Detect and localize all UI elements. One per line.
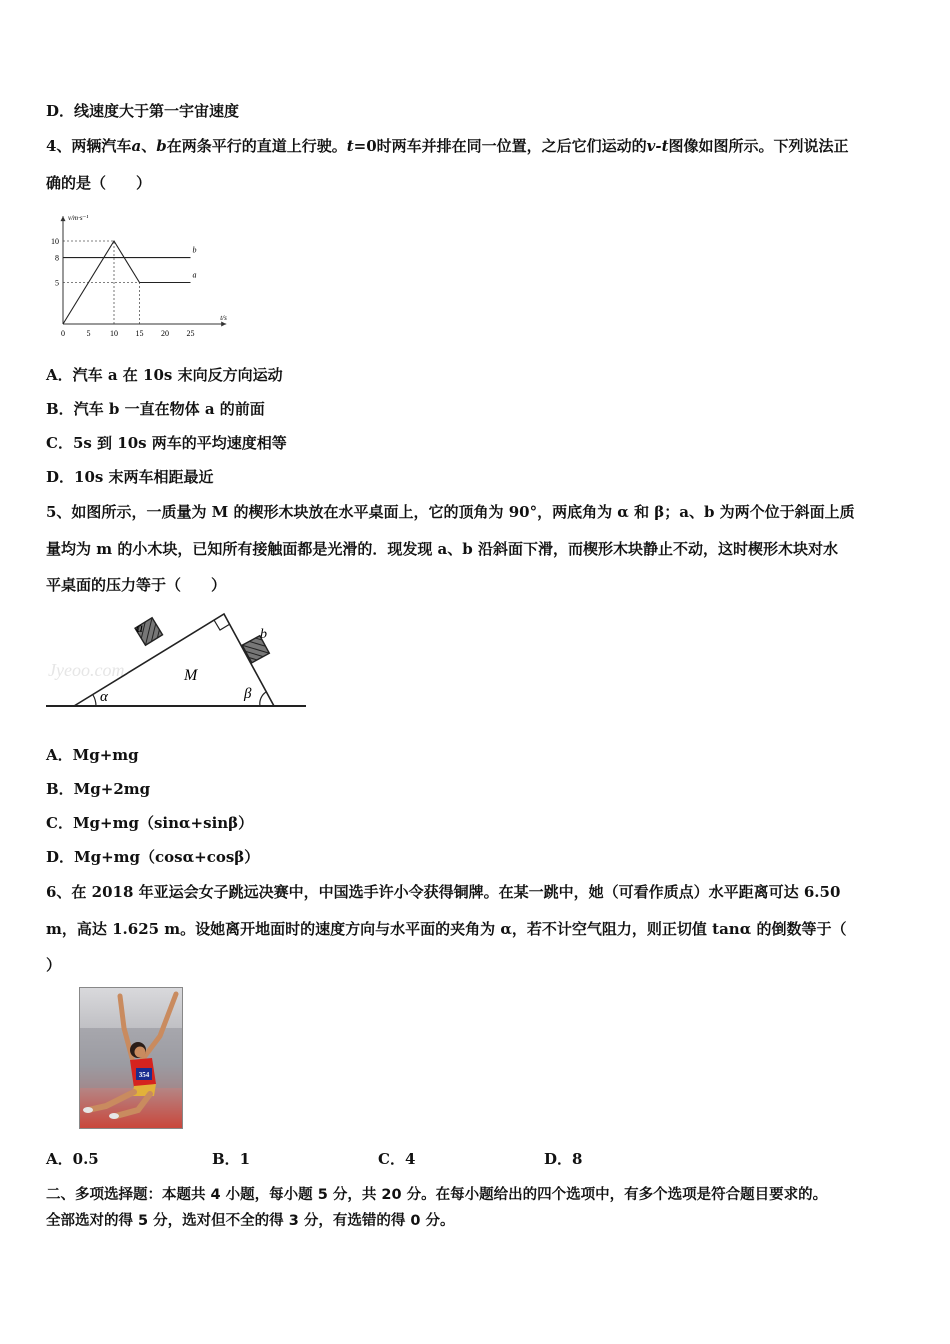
q5-stem-line2: 量均为 m 的小木块，已知所有接触面都是光滑的．现发现 a、b 沿斜面下滑，而楔形木块静止不动，这时楔形木块对水 bbox=[46, 540, 838, 558]
watermark: Jyeoo.com bbox=[48, 660, 125, 680]
series-line-a bbox=[63, 241, 191, 324]
y-tick-label: 10 bbox=[51, 237, 59, 246]
q5-option-d: D．Mg+mg（cosα+cosβ） bbox=[46, 848, 260, 866]
wedge-figure bbox=[44, 610, 309, 715]
q5-stem-line3: 平桌面的压力等于（ ） bbox=[46, 576, 227, 594]
label-M: M bbox=[184, 667, 198, 684]
chart-series bbox=[63, 241, 191, 324]
q3-option-d: D．线速度大于第一宇宙速度 bbox=[46, 102, 240, 120]
label-b: b bbox=[260, 627, 267, 642]
y-axis-arrow bbox=[61, 216, 66, 221]
x-axis-label: t/s bbox=[220, 314, 227, 322]
label-a: a bbox=[136, 621, 143, 636]
q5-option-a: A．Mg+mg bbox=[46, 746, 139, 764]
y-axis-label: v/m·s⁻¹ bbox=[68, 214, 89, 223]
y-tick-label: 5 bbox=[55, 278, 59, 288]
q6-stem-line1: 6、在 2018 年亚运会女子跳远决赛中，中国选手许小令获得铜牌。在某一跳中，她（可看作质点）水平距离可达 6.50 bbox=[46, 883, 841, 901]
q4-stem-line1: 4、两辆汽车a、b在两条平行的直道上行驶。t=0时两车并排在同一位置，之后它们运动的v-t图像如图所示。下列说法正 bbox=[46, 137, 849, 155]
chart-axes bbox=[61, 216, 227, 326]
chart-guides bbox=[63, 241, 140, 324]
q4-option-d: D．10s 末两车相距最近 bbox=[46, 468, 214, 486]
q6-stem-line2: m，高达 1.625 m。设她离开地面时的速度方向与水平面的夹角为 α，若不计空气阻力，则正切值 tanα 的倒数等于（ bbox=[46, 920, 847, 938]
q6-option-b: B．1 bbox=[212, 1150, 251, 1168]
y-tick-label: 8 bbox=[55, 253, 59, 263]
q6-options bbox=[46, 1148, 582, 1169]
athlete-illustration bbox=[80, 988, 182, 1128]
chart-labels bbox=[51, 214, 227, 338]
q4-option-b: B．汽车 b 一直在物体 a 的前面 bbox=[46, 400, 265, 418]
bib-number: 354 bbox=[138, 1071, 150, 1079]
x-tick-label: 20 bbox=[161, 329, 169, 338]
q4-stem-line2: 确的是（ ） bbox=[46, 174, 152, 192]
section2-line2: 全部选对的得 5 分，选对但不全的得 3 分，有选错的得 0 分。 bbox=[46, 1213, 455, 1229]
x-tick-label: 5 bbox=[86, 329, 91, 338]
alpha-arc bbox=[93, 695, 96, 706]
q6-stem-line3: ） bbox=[46, 956, 62, 974]
long-jump-photo bbox=[79, 987, 183, 1129]
section2-line1: 二、多项选择题：本题共 4 小题，每小题 5 分，共 20 分。在每小题给出的四个选项中，有多个选项是符合题目要求的。 bbox=[46, 1187, 828, 1203]
q4-option-c: C．5s 到 10s 两车的平均速度相等 bbox=[46, 434, 287, 452]
label-beta: β bbox=[244, 686, 252, 702]
x-tick-label: 0 bbox=[61, 329, 65, 338]
q6-option-a: A．0.5 bbox=[46, 1150, 99, 1168]
series-label-b: b bbox=[192, 245, 197, 255]
x-axis-arrow bbox=[221, 322, 226, 327]
q4-option-a: A．汽车 a 在 10s 末向反方向运动 bbox=[46, 366, 283, 384]
beta-arc bbox=[260, 692, 266, 706]
q6-option-c: C．4 bbox=[378, 1150, 416, 1168]
q5-stem-line1: 5、如图所示，一质量为 M 的楔形木块放在水平桌面上，它的顶角为 90°，两底角为 α 和 β；a、b 为两个位于斜面上质 bbox=[46, 503, 855, 521]
label-alpha: α bbox=[100, 689, 108, 705]
series-label-a: a bbox=[192, 270, 197, 280]
q6-option-d: D．8 bbox=[544, 1150, 583, 1168]
x-tick-label: 15 bbox=[135, 329, 144, 338]
q5-option-b: B．Mg+2mg bbox=[46, 780, 151, 798]
vt-chart bbox=[40, 204, 240, 344]
x-tick-label: 25 bbox=[186, 329, 195, 338]
q5-option-c: C．Mg+mg（sinα+sinβ） bbox=[46, 814, 254, 832]
x-tick-label: 10 bbox=[110, 329, 118, 338]
